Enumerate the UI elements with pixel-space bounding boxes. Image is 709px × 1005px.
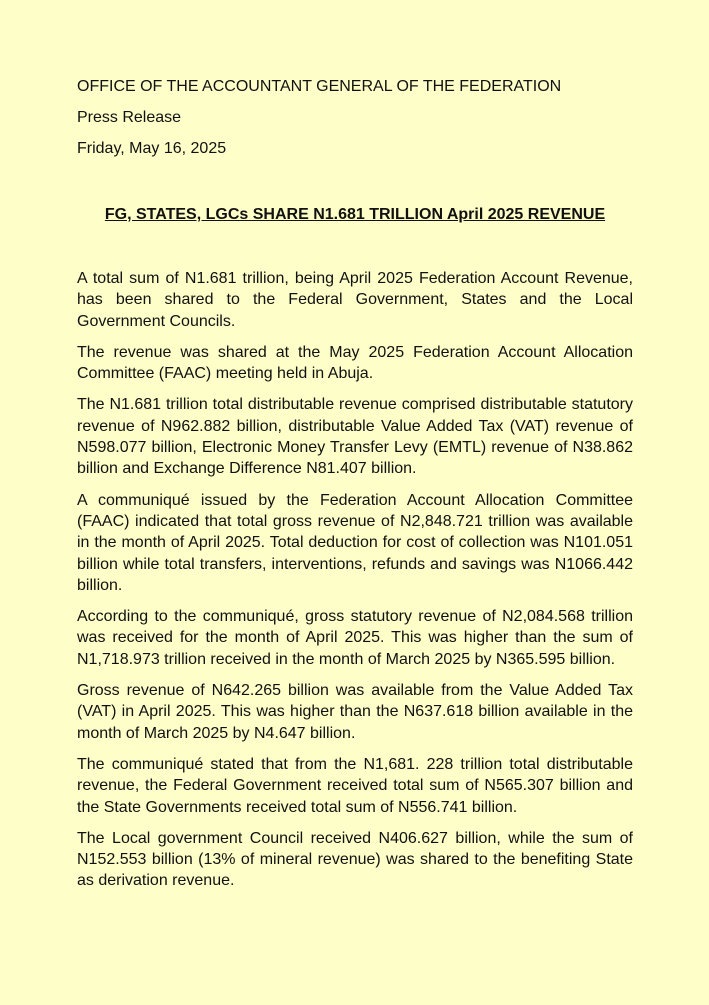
paragraph: Gross revenue of N642.265 billion was available from the Value Added Tax (VAT) in April 2025. This was higher than the N637.618 billion available in the month of March 2025 by N4.647 billion. (77, 682, 633, 742)
paragraph: The communiqué stated that from the N1,681. 228 trillion total distributable revenue, the Federal Government received total sum of N565.307 billion and the State Governments received total sum of N556.741 billion. (77, 755, 633, 816)
paragraph: The revenue was shared at the May 2025 Federation Account Allocation Committee (FAAC) meeting held in Abuja. (77, 343, 633, 383)
release-date: Friday, May 16, 2025 (77, 140, 227, 157)
paragraph: The N1.681 trillion total distributable revenue comprised distributable statutory revenue of N962.882 billion, distributable Value Added Tax (VAT) revenue of N598.077 billion, Electronic Money Transfer Levy (EMTL) revenue of N38.862 billion and Exchange Difference N81.407 billion. (77, 396, 633, 478)
headline: FG, STATES, LGCs SHARE N1.681 TRILLION April 2025 REVENUE (104, 206, 606, 223)
office-title: OFFICE OF THE ACCOUNTANT GENERAL OF THE FEDERATION (77, 78, 562, 95)
document-type: Press Release (77, 109, 182, 126)
article-body (77, 268, 633, 892)
paragraph: A total sum of N1.681 trillion, being April 2025 Federation Account Revenue, has been shared to the Federal Government, States and the Local Government Councils. (77, 270, 633, 330)
press-release-document (77, 76, 633, 902)
paragraph: According to the communiqué, gross statutory revenue of N2,084.568 trillion was received for the month of April 2025. This was higher than the sum of N1,718.973 trillion received in the month of March 2025 by N365.595 billion. (77, 608, 633, 668)
paragraph: A communiqué issued by the Federation Account Allocation Committee (FAAC) indicated that total gross revenue of N2,848.721 trillion was available in the month of April 2025. Total deduction for cost of collection was N101.051 billion while total transfers, interventions, refunds and savings was N1066.442 billion. (77, 491, 633, 594)
paragraph: The Local government Council received N406.627 billion, while the sum of N152.553 billion (13% of mineral revenue) was shared to the benefiting State as derivation revenue. (77, 829, 633, 890)
